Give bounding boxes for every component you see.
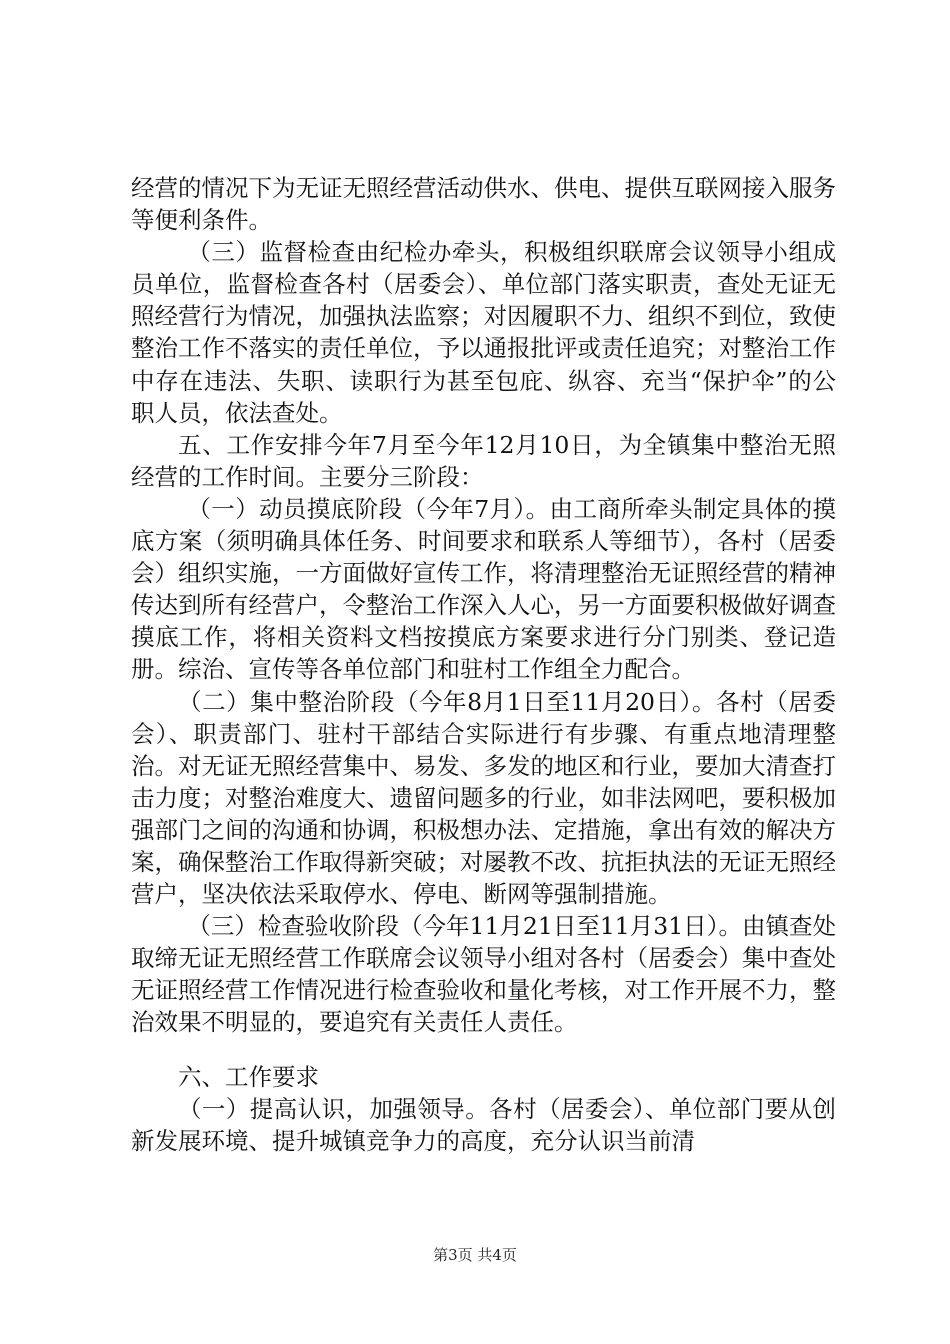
paragraph-stage-three: （三）检查验收阶段（今年11月21日至11月31日）。由镇查处取缔无证无照经营工作联席会议领导小组对各村（居委会）集中查处无证照经营工作情况进行检查验收和量化考核，对工作开展不力，整治效果不明显的，要追究有关责任人责任。 bbox=[131, 912, 836, 1037]
paragraph-supervision: （三）监督检查由纪检办牵头，积极组织联席会议领导小组成员单位，监督检查各村（居委会）、单位部门落实职责，查处无证无照经营行为情况，加强执法监察；对因履职不力、组织不到位，致使整治工作不落实的责任单位，予以通报批评或责任追究；对整治工作中存在违法、失职、读职行为甚至包庇、纵容、充当“保护伞”的公职人员，依法查处。 bbox=[131, 238, 836, 427]
paragraph-stage-two: （二）集中整治阶段（今年8月1日至11月20日）。各村（居委会）、职责部门、驻村干部结合实际进行有步骤、有重点地清理整治。对无证无照经营集中、易发、多发的地区和行业，要加大清查打击力度；对整治难度大、遗留问题多的行业，如非法网吧，要积极加强部门之间的沟通和协调，积极想办法、定措施，拿出有效的解决方案，确保整治工作取得新突破；对屡教不改、抗拒执法的无证无照经营户，坚决依法采取停水、停电、断网等强制措施。 bbox=[131, 687, 836, 909]
paragraph-stage-one: （一）动员摸底阶段（今年7月）。由工商所牵头制定具体的摸底方案（须明确具体任务、时间要求和联系人等细节），各村（居委会）组织实施，一方面做好宣传工作，将清理整治无证照经营的精神传达到所有经营户，令整治工作深入人心，另一方面要积极做好调查摸底工作，将相关资料文档按摸底方案要求进行分门别类、登记造册。综治、宣传等各单位部门和驻村工作组全力配合。 bbox=[131, 494, 836, 684]
paragraph-requirement-one: （一）提高认识，加强领导。各村（居委会）、单位部门要从创新发展环境、提升城镇竞争力的高度，充分认识当前清 bbox=[131, 1094, 836, 1155]
section-heading-work-arrangement: 五、工作安排今年7月至今年12月10日，为全镇集中整治无照经营的工作时间。主要分三阶段： bbox=[131, 430, 836, 491]
page-number-footer: 第3页 共4页 bbox=[433, 1246, 517, 1264]
section-heading-work-requirements: 六、工作要求 bbox=[178, 1062, 319, 1091]
paragraph-continuation: 经营的情况下为无证无照经营活动供水、供电、提供互联网接入服务等便利条件。 bbox=[131, 174, 836, 235]
paragraph-spacer bbox=[131, 1039, 836, 1061]
document-body bbox=[131, 172, 836, 1157]
